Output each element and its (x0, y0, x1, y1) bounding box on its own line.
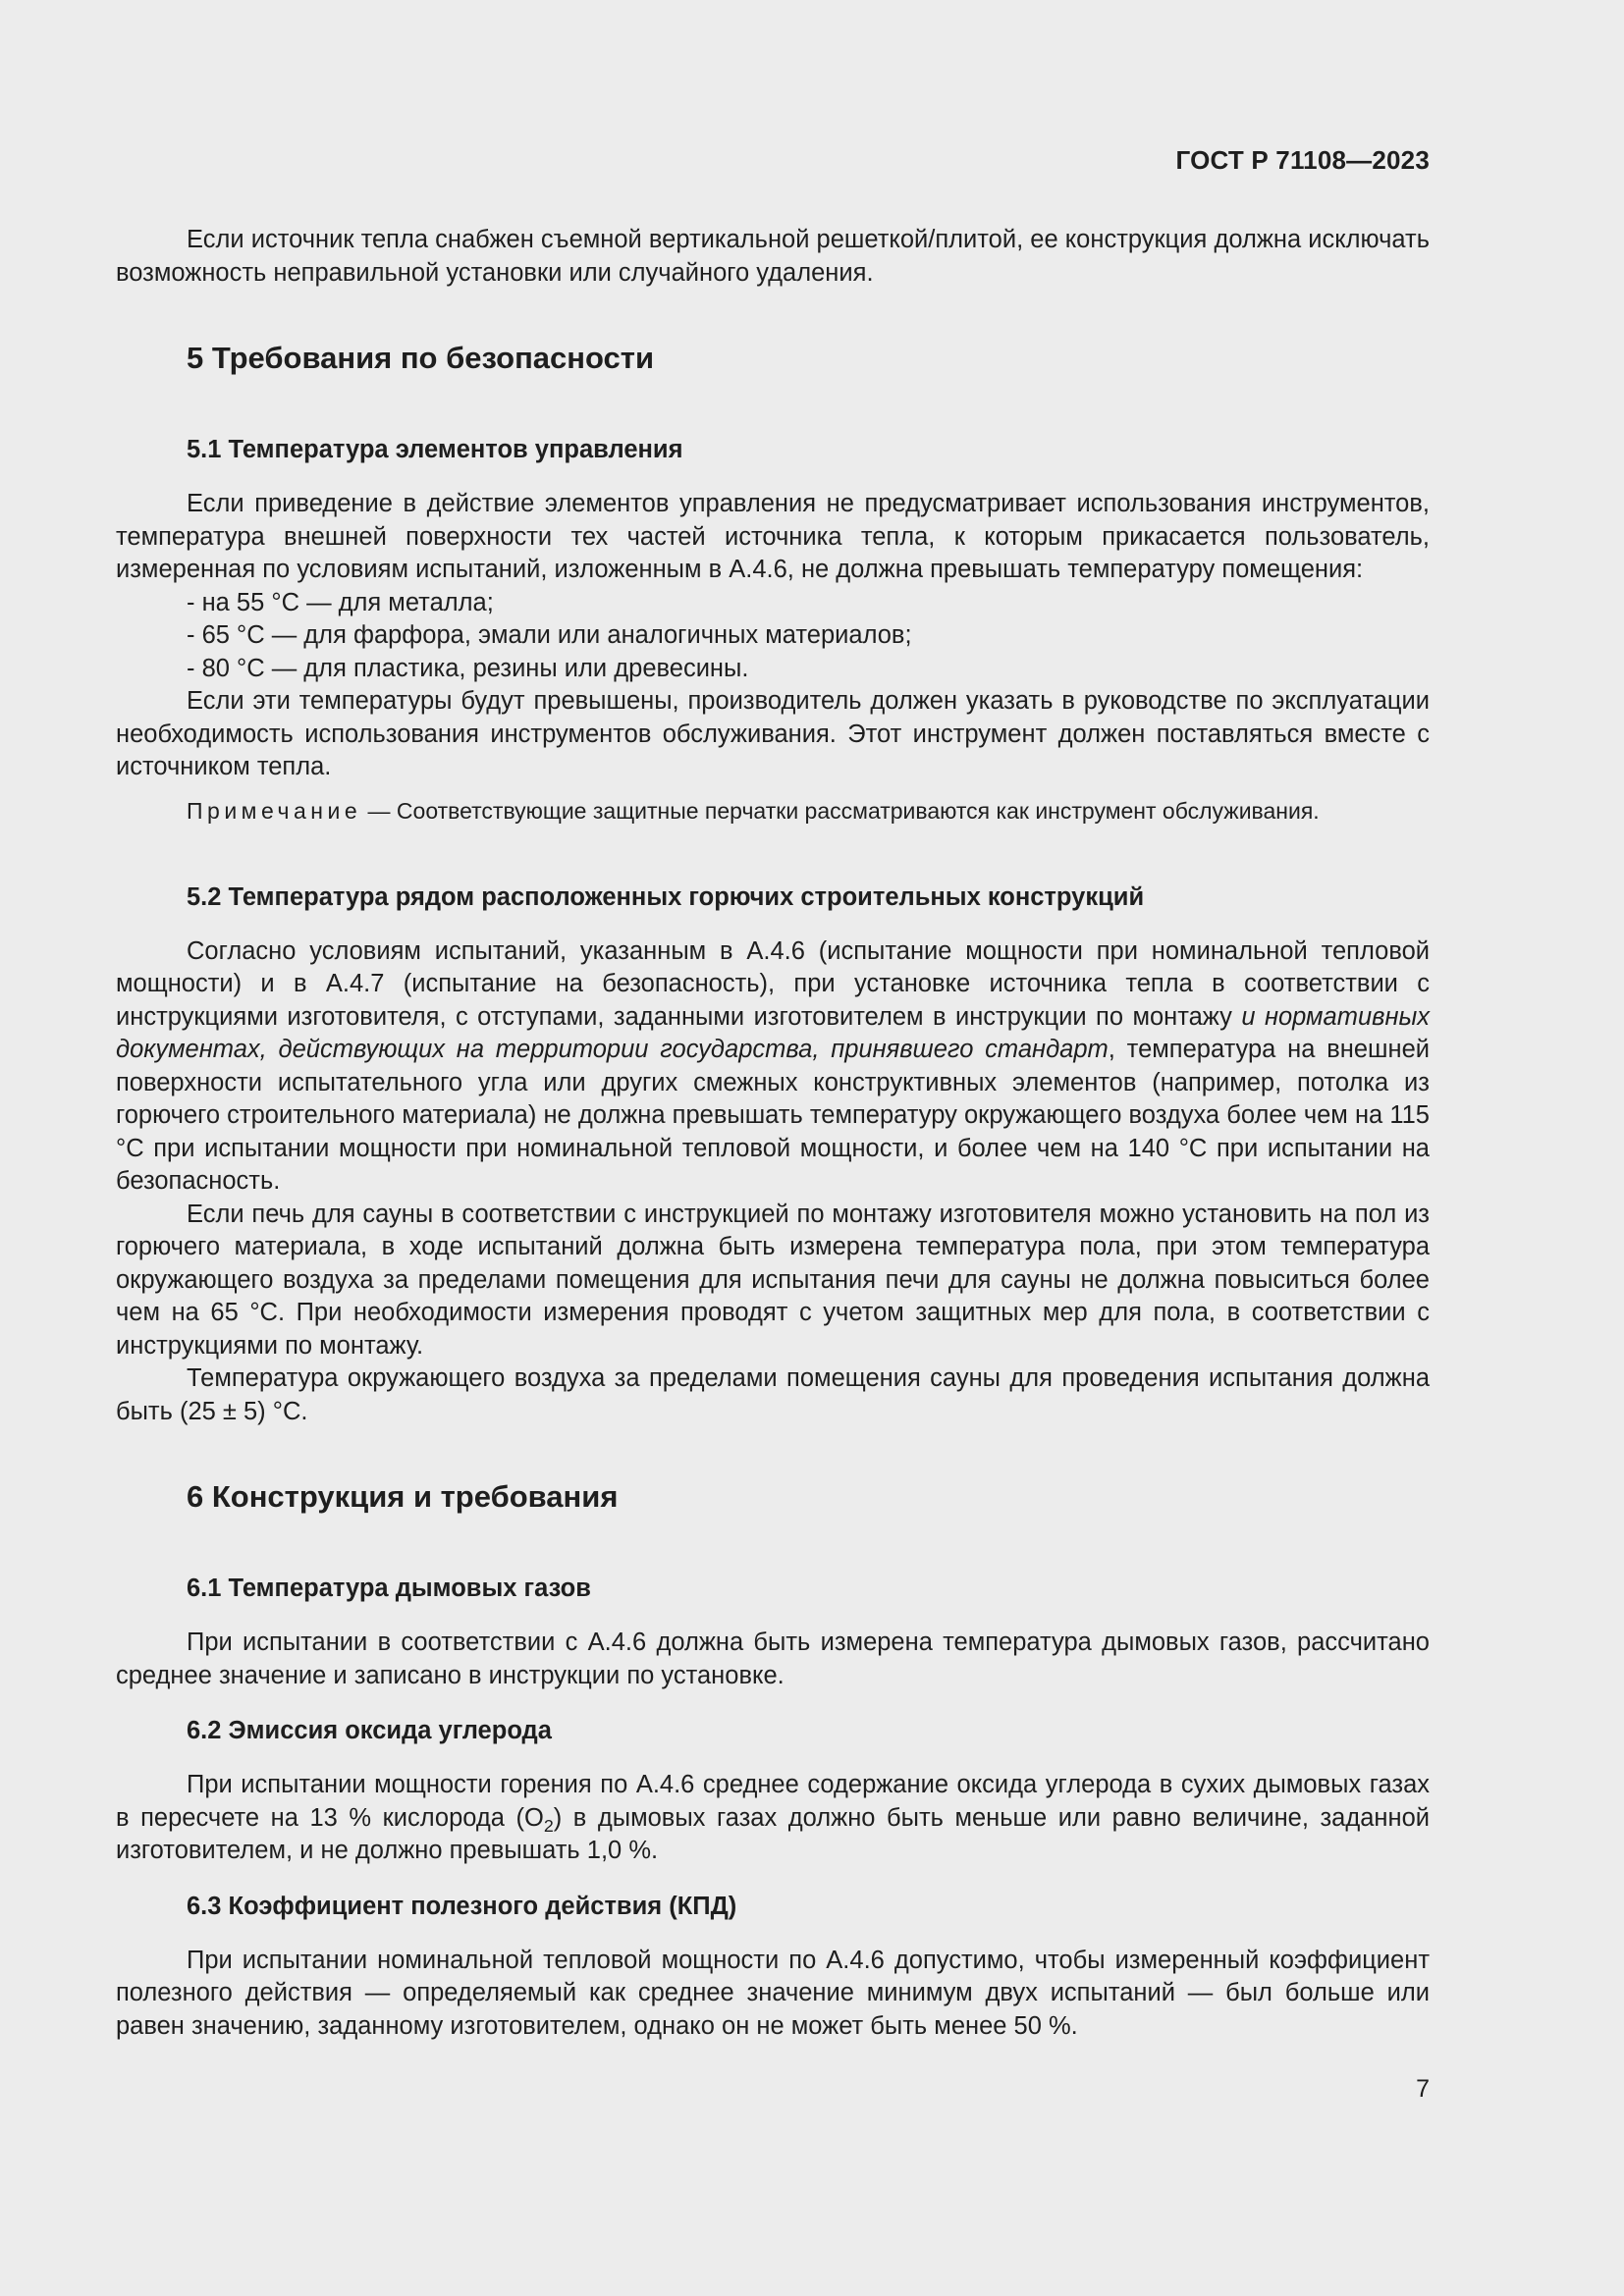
section-6-1-heading: 6.1 Температура дымовых газов (187, 1575, 591, 1602)
note-dash: — (361, 797, 397, 824)
paragraph-text: Согласно условиям испытаний, указанным в А.4.6 (испытание мощности при номинальной тепловой мощности) и в А.4.7 (испытание на безопасность), при установке источника тепла в соответствии с инструкциями изготовителя, с отступами, заданными изготовителем в инструкции по монтажу (116, 936, 1430, 1031)
document-page (116, 0, 1430, 2296)
standard-designation: ГОСТ Р 71108—2023 (1175, 145, 1430, 175)
note-text: Соответствующие защитные перчатки рассматриваются как инструмент обслуживания. (396, 797, 1320, 824)
paragraph-text: , температура на внешней поверхности испытательного угла или других смежных конструктивных элементов (например, потолка из горючего строительного материала) не должна превышать температуру окружающего воздуха более чем на 115 °С при испытании мощности при номинальной тепловой мощности, и более чем на 140 °С при испытании на безопасность. (116, 1036, 1430, 1195)
paragraph-text: ) в дымовых газах должно быть меньше или равно величине, заданной изготовителем, и не должно превышать 1,0 %. (116, 1803, 1430, 1864)
paragraph-text: При испытании мощности горения по А.4.6 среднее содержание оксида углерода в сухих дымовых газах в пересчете на 13 % кислорода (O (116, 1771, 1430, 1832)
oxygen-subscript: 2 (543, 1815, 554, 1836)
temperature-list-item: - 65 °С — для фарфора, эмали или аналогичных материалов; (187, 621, 912, 649)
temperature-list-item: - на 55 °С — для металла; (187, 588, 494, 616)
note (116, 796, 1430, 826)
page-number: 7 (1416, 2075, 1430, 2103)
intro-paragraph: Если источник тепла снабжен съемной вертикальной решеткой/плитой, ее конструкция должна исключать возможность неправильной установки или случайного удаления. (116, 226, 1430, 287)
section-5-1-paragraph-2: Если эти температуры будут превышены, производитель должен указать в руководстве по эксплуатации необходимость использования инструментов обслуживания. Этот инструмент должен поставляться вместе с источником тепла. (116, 687, 1430, 780)
temperature-list-item: - 80 °С — для пластика, резины или древесины. (187, 654, 749, 682)
section-6-2-paragraph (116, 1769, 1430, 1868)
italic-insertion: и нормативных документах, действующих на территории государства, принявшего стандарт (116, 1002, 1431, 1063)
section-6-3-heading: 6.3 Коэффициент полезного действия (КПД) (187, 1892, 737, 1920)
section-5-2-paragraph-2: Если печь для сауны в соответствии с инструкцией по монтажу изготовителя можно установить на пол из горючего материала, в ходе испытаний должна быть измерена температура пола, при этом температура окружающего воздуха за пределами помещения для испытания печи для сауны не должна повыситься более чем на 65 °С. При необходимости измерения проводят с учетом защитных мер для пола, в соответствии с инструкциями по монтажу. (116, 1200, 1430, 1360)
section-5-1-heading: 5.1 Температура элементов управления (187, 436, 683, 463)
document-body (116, 224, 1430, 2043)
section-6-1-paragraph: При испытании в соответствии с А.4.6 должна быть измерена температура дымовых газов, рассчитано среднее значение и записано в инструкции по установке. (116, 1629, 1430, 1689)
section-5-2-paragraph-1 (116, 935, 1430, 1199)
section-5-2-paragraph-3: Температура окружающего воздуха за пределами помещения сауны для проведения испытания должна быть (25 ± 5) °С. (116, 1364, 1430, 1425)
note-label: Примечание (187, 797, 362, 824)
section-5-heading: 5 Требования по безопасности (187, 341, 655, 375)
section-6-2-heading: 6.2 Эмиссия оксида углерода (187, 1717, 552, 1744)
section-5-2-heading: 5.2 Температура рядом расположенных горючих строительных конструкций (187, 882, 1145, 911)
section-5-1-paragraph-1: Если приведение в действие элементов управления не предусматривает использования инструментов, температура внешней поверхности тех частей источника тепла, к которым прикасается пользователь, измеренная по условиям испытаний, изложенным в А.4.6, не должна превышать температуру помещения: (116, 490, 1430, 583)
section-6-3-paragraph: При испытании номинальной тепловой мощности по А.4.6 допустимо, чтобы измеренный коэффициент полезного действия — определяемый как среднее значение минимум двух испытаний — был больше или равен значению, заданному изготовителем, однако он не может быть менее 50 %. (116, 1946, 1430, 2040)
section-6-heading: 6 Конструкция и требования (187, 1479, 619, 1514)
